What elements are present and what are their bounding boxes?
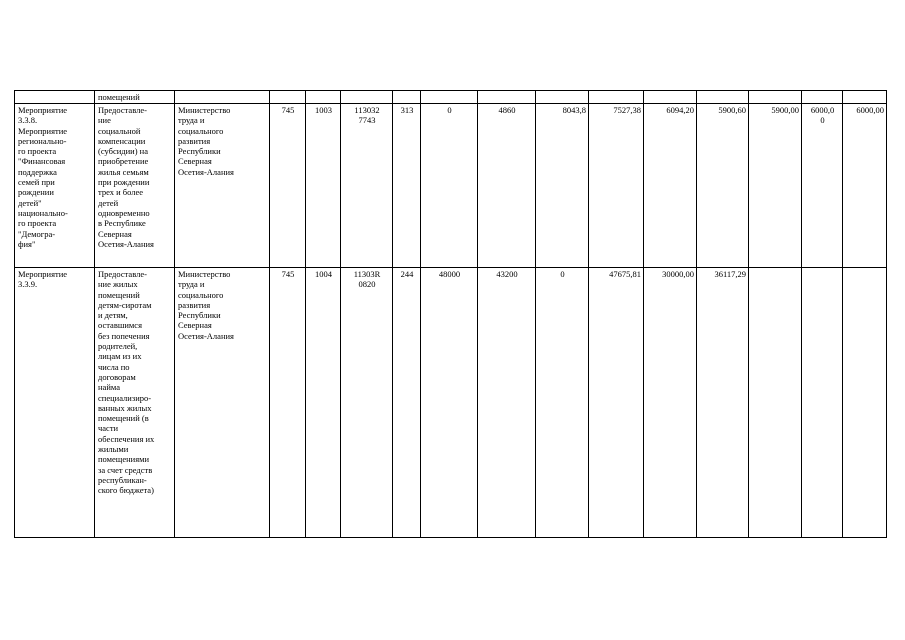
- table-row: [15, 268, 887, 538]
- value-cell: 48000: [421, 268, 478, 538]
- value-cell: [802, 268, 843, 538]
- table-cell: [15, 91, 95, 104]
- table-row-continuation: [15, 91, 887, 104]
- value-cell: [749, 268, 802, 538]
- csr-cell: 11303R 0820: [341, 268, 393, 538]
- table-cell: [478, 91, 536, 104]
- activity-description-cell: Предоставле- ние социальной компенсации (субсидии) на приобретение жилья семьям при рождении трех и более детей одновременно в Республике Северная Осетия-Алания: [95, 104, 175, 268]
- table-row: [15, 104, 887, 268]
- value-cell: 5900,00: [749, 104, 802, 268]
- value-cell: 0: [421, 104, 478, 268]
- vr-cell: 244: [393, 268, 421, 538]
- table-cell: [644, 91, 697, 104]
- value-cell: 43200: [478, 268, 536, 538]
- table-cell: [536, 91, 589, 104]
- value-cell: 30000,00: [644, 268, 697, 538]
- value-cell: 36117,29: [697, 268, 749, 538]
- table-cell: [589, 91, 644, 104]
- grbs-cell: 745: [270, 268, 306, 538]
- table-cell: [270, 91, 306, 104]
- table-cell: [393, 91, 421, 104]
- table-cell-description: помещений: [95, 91, 175, 104]
- value-cell: 4860: [478, 104, 536, 268]
- value-cell: 6000,0 0: [802, 104, 843, 268]
- activity-name-cell: Мероприятие 3.3.9.: [15, 268, 95, 538]
- value-cell: 6094,20: [644, 104, 697, 268]
- executor-cell: Министерство труда и социального развития Республики Северная Осетия-Алания: [175, 268, 270, 538]
- value-cell: 6000,00: [843, 104, 887, 268]
- executor-cell: Министерство труда и социального развития Республики Северная Осетия-Алания: [175, 104, 270, 268]
- value-cell: 7527,38: [589, 104, 644, 268]
- table-cell: [843, 91, 887, 104]
- activity-description-cell: Предоставле- ние жилых помещений детям-сиротам и детям, оставшимся без попечения родителей, лицам из их числа по договорам найма специализиро- ванных жилых помещений (в части обеспечения их жилыми помещениями за счет средств республикан- ского бюджета): [95, 268, 175, 538]
- value-cell: 47675,81: [589, 268, 644, 538]
- table-cell: [306, 91, 341, 104]
- table-cell: [697, 91, 749, 104]
- vr-cell: 313: [393, 104, 421, 268]
- table-cell: [341, 91, 393, 104]
- table-cell: [175, 91, 270, 104]
- value-cell: 0: [536, 268, 589, 538]
- table-cell: [749, 91, 802, 104]
- value-cell: 8043,8: [536, 104, 589, 268]
- table-cell: [802, 91, 843, 104]
- budget-table: [14, 90, 887, 538]
- table-cell: [421, 91, 478, 104]
- value-cell: [843, 268, 887, 538]
- value-cell: 5900,60: [697, 104, 749, 268]
- activity-name-cell: Мероприятие 3.3.8. Мероприятие регионально- го проекта "Финансовая поддержка семей при рождении детей" национально- го проекта "Демогра- фия": [15, 104, 95, 268]
- csr-cell: 113032 7743: [341, 104, 393, 268]
- rzpr-cell: 1004: [306, 268, 341, 538]
- grbs-cell: 745: [270, 104, 306, 268]
- rzpr-cell: 1003: [306, 104, 341, 268]
